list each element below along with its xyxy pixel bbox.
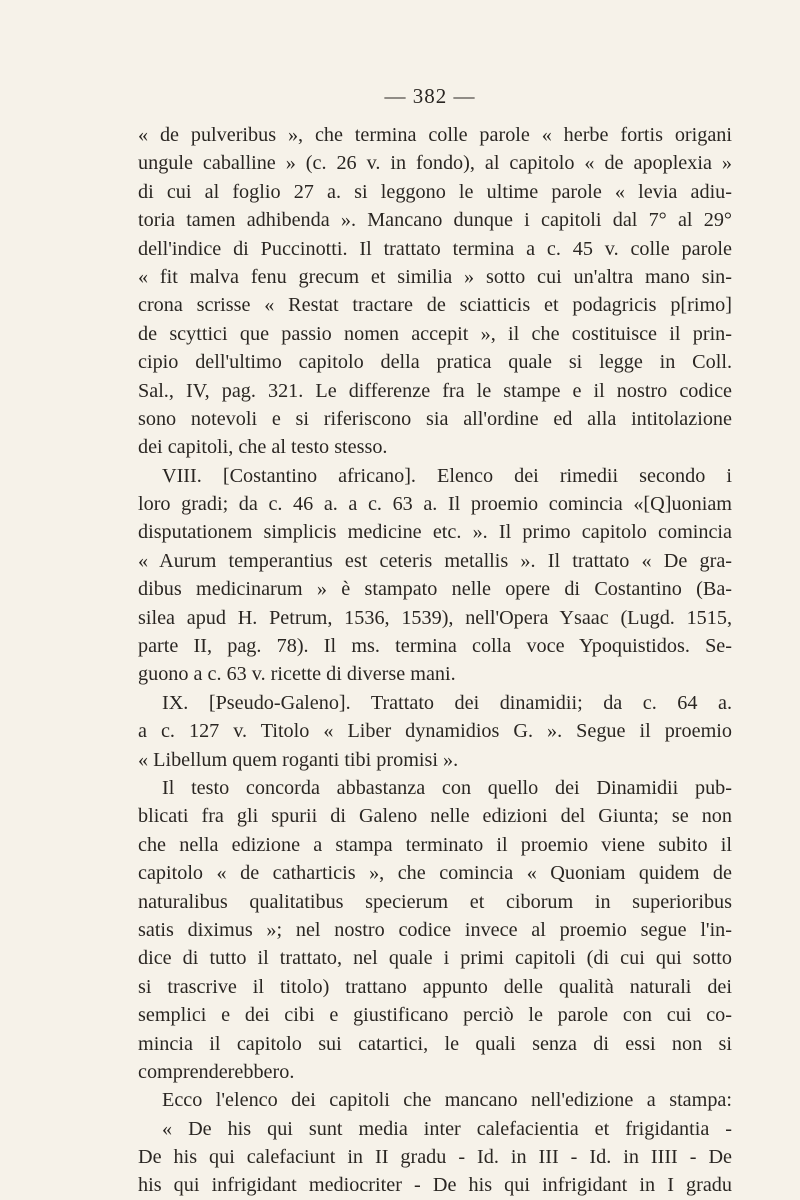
text-line: guono a c. 63 v. ricette di diverse mani. bbox=[138, 663, 456, 686]
text-line: dice di tutto il trattato, nel quale i primi capitoli (di cui qui sotto bbox=[138, 947, 732, 970]
text-line: « de pulveribus », che termina colle parole « herbe fortis origani bbox=[138, 124, 732, 146]
text-line: dibus medicinarum » è stampato nelle opere di Costantino (Ba- bbox=[138, 578, 732, 601]
section-heading-ix: IX. [Pseudo-Galeno]. Trattato dei dinamidii; da c. 64 a. bbox=[162, 691, 732, 714]
text-line: mincia il capitolo sui catartici, le quali senza di essi non si bbox=[138, 1032, 732, 1055]
text-line: dei capitoli, che al testo stesso. bbox=[138, 436, 388, 459]
text-line: Il testo concorda abbastanza con quello dei Dinamidii pub- bbox=[162, 776, 732, 799]
text-line: Ecco l'elenco dei capitoli che mancano nell'edizione a stampa: bbox=[162, 1089, 732, 1112]
text-line: cipio dell'ultimo capitolo della pratica quale si legge in Coll. bbox=[138, 351, 732, 374]
text-line: « Libellum quem roganti tibi promisi ». bbox=[138, 748, 459, 771]
text-line: naturalibus qualitatibus specierum et ciborum in superioribus bbox=[138, 890, 732, 913]
text-line: disputationem simplicis medicine etc. ». Il primo capitolo comincia bbox=[138, 521, 732, 544]
text-line: dell'indice di Puccinotti. Il trattato termina a c. 45 v. colle parole bbox=[138, 237, 732, 260]
text-line: parte II, pag. 78). Il ms. termina colla voce Ypoquistidos. Se- bbox=[138, 635, 732, 658]
text-line: « Aurum temperantius est ceteris metallis ». Il trattato « De gra- bbox=[138, 549, 732, 572]
section-heading-viii: VIII. [Costantino africano]. Elenco dei rimedii secondo i bbox=[162, 464, 732, 487]
text-line: blicati fra gli spurii di Galeno nelle edizioni del Giunta; se non bbox=[138, 805, 732, 828]
text-line: che nella edizione a stampa terminato il proemio viene subito il bbox=[138, 833, 732, 856]
text-line: sono notevoli e si riferiscono sia all'ordine ed alla intitolazione bbox=[138, 407, 732, 430]
text-line: ungule caballine » (c. 26 v. in fondo), al capitolo « de apoplexia » bbox=[138, 152, 732, 175]
text-line: Sal., IV, pag. 321. Le differenze fra le stampe e il nostro codice bbox=[138, 379, 732, 402]
body-text bbox=[138, 121, 732, 1200]
text-line: capitolo « de catharticis », che comincia « Quoniam quidem de bbox=[138, 862, 732, 885]
text-line: « De his qui sunt media inter calefacientia et frigidantia - bbox=[162, 1117, 732, 1140]
text-line: « fit malva fenu grecum et similia » sotto cui un'altra mano sin- bbox=[138, 265, 732, 288]
text-line: comprenderebbero. bbox=[138, 1060, 295, 1083]
page-number: — 382 — bbox=[384, 84, 476, 108]
text-line: toria tamen adhibenda ». Mancano dunque i capitoli dal 7° al 29° bbox=[138, 209, 732, 232]
text-line: de scyttici que passio nomen accepit », il che costituisce il prin- bbox=[138, 322, 732, 345]
text-line: di cui al foglio 27 a. si leggono le ultime parole « levia adiu- bbox=[138, 180, 732, 203]
text-line: satis diximus »; nel nostro codice invece al proemio segue l'in- bbox=[138, 918, 732, 941]
text-line: si trascrive il titolo) trattano appunto delle qualità naturali dei bbox=[138, 975, 732, 998]
text-line: his qui infrigidant mediocriter - De his qui infrigidant in I gradu bbox=[138, 1174, 732, 1197]
text-line: De his qui calefaciunt in II gradu - Id. in III - Id. in IIII - De bbox=[138, 1146, 732, 1169]
text-line: crona scrisse « Restat tractare de sciatticis et podagricis p[rimo] bbox=[138, 294, 732, 317]
text-line: semplici e dei cibi e giustificano perciò le parole con cui co- bbox=[138, 1004, 732, 1027]
text-line: a c. 127 v. Titolo « Liber dynamidios G. ». Segue il proemio bbox=[138, 720, 732, 743]
text-line: loro gradi; da c. 46 a. a c. 63 a. Il proemio comincia «[Q]uoniam bbox=[138, 493, 732, 516]
text-line: silea apud H. Petrum, 1536, 1539), nell'Opera Ysaac (Lugd. 1515, bbox=[138, 606, 732, 629]
